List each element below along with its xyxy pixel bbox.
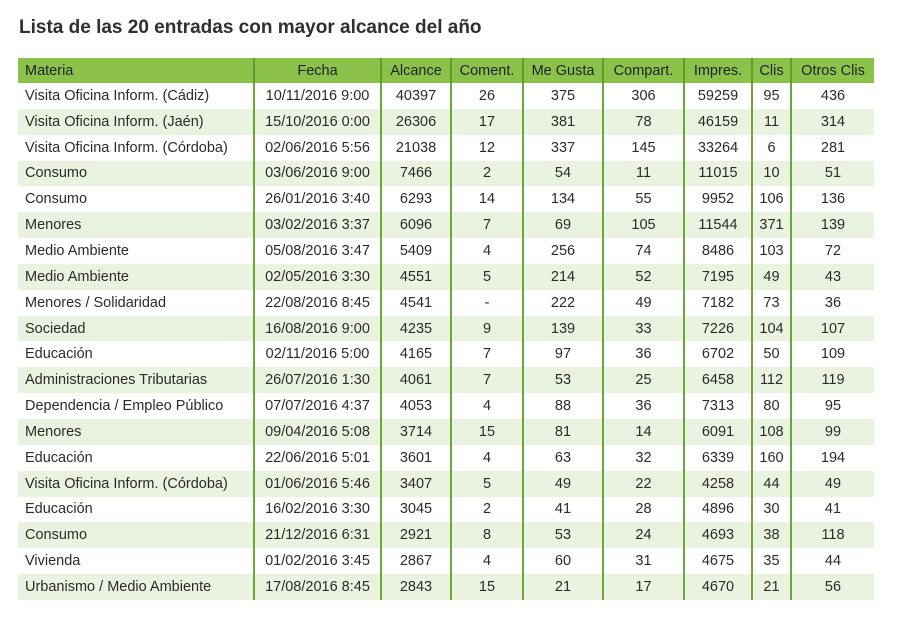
table-cell: 106 (753, 186, 792, 212)
table-cell: 41 (524, 497, 604, 523)
table-cell: 306 (604, 83, 685, 109)
table-cell: 6096 (382, 212, 452, 238)
table-cell: 30 (753, 497, 792, 523)
table-cell: 6 (753, 135, 792, 161)
table-cell: 11 (753, 109, 792, 135)
table-cell: 7182 (685, 290, 753, 316)
table-cell: 107 (792, 316, 874, 342)
table-cell: 50 (753, 341, 792, 367)
table-cell: 88 (524, 393, 604, 419)
column-header: Compart. (604, 58, 685, 83)
table-cell: 139 (792, 212, 874, 238)
table-row (18, 471, 874, 497)
table-cell: 8486 (685, 238, 753, 264)
table-cell: 43 (792, 264, 874, 290)
table-cell: 33 (604, 316, 685, 342)
table-cell: 4235 (382, 316, 452, 342)
table-cell: 46159 (685, 109, 753, 135)
table-cell: 7226 (685, 316, 753, 342)
table-cell: 2867 (382, 548, 452, 574)
entries-table (18, 58, 874, 600)
table-cell: 78 (604, 109, 685, 135)
table-cell: 41 (792, 497, 874, 523)
table-cell: 17 (604, 574, 685, 600)
table-cell: 109 (792, 341, 874, 367)
table-cell: 136 (792, 186, 874, 212)
table-row (18, 109, 874, 135)
table-cell: 24 (604, 522, 685, 548)
column-header: Me Gusta (524, 58, 604, 83)
table-cell: 31 (604, 548, 685, 574)
table-cell: 436 (792, 83, 874, 109)
table-cell: 32 (604, 445, 685, 471)
table-cell: 145 (604, 135, 685, 161)
table-cell: 95 (753, 83, 792, 109)
table-cell: 12 (452, 135, 524, 161)
table-cell: 5409 (382, 238, 452, 264)
table-cell: 38 (753, 522, 792, 548)
table-row (18, 238, 874, 264)
table-cell: 26/07/2016 1:30 (255, 367, 382, 393)
table-cell: 9 (452, 316, 524, 342)
table-cell: 8 (452, 522, 524, 548)
table-cell: 26 (452, 83, 524, 109)
table-cell: 36 (604, 341, 685, 367)
table-cell: 02/06/2016 5:56 (255, 135, 382, 161)
table-cell: 4165 (382, 341, 452, 367)
table-cell: 214 (524, 264, 604, 290)
table-cell: Visita Oficina Inform. (Cádiz) (18, 83, 255, 109)
column-header: Clis (753, 58, 792, 83)
table-row (18, 367, 874, 393)
table-cell: Consumo (18, 186, 255, 212)
table-cell: 5 (452, 264, 524, 290)
table-cell: 2 (452, 161, 524, 187)
table-cell: 10 (753, 161, 792, 187)
table-row (18, 290, 874, 316)
table-cell: 11544 (685, 212, 753, 238)
table-cell: 36 (792, 290, 874, 316)
table-cell: 03/02/2016 3:37 (255, 212, 382, 238)
table-cell: 53 (524, 522, 604, 548)
table-cell: 4 (452, 445, 524, 471)
table-cell: 6458 (685, 367, 753, 393)
table-cell: 4053 (382, 393, 452, 419)
table-cell: 14 (452, 186, 524, 212)
column-header: Otros Clis (792, 58, 874, 83)
table-cell: 9952 (685, 186, 753, 212)
table-cell: 4258 (685, 471, 753, 497)
table-cell: Consumo (18, 522, 255, 548)
table-cell: 53 (524, 367, 604, 393)
table-cell: 3407 (382, 471, 452, 497)
table-cell: Medio Ambiente (18, 264, 255, 290)
table-row (18, 212, 874, 238)
table-cell: 119 (792, 367, 874, 393)
table-row (18, 419, 874, 445)
table-cell: 4 (452, 393, 524, 419)
table-row (18, 135, 874, 161)
table-cell: 4675 (685, 548, 753, 574)
table-cell: 02/11/2016 5:00 (255, 341, 382, 367)
table-cell: 104 (753, 316, 792, 342)
table-cell: 36 (604, 393, 685, 419)
table-cell: 3601 (382, 445, 452, 471)
table-cell: 371 (753, 212, 792, 238)
table-cell: 56 (792, 574, 874, 600)
table-cell: 15 (452, 419, 524, 445)
table-cell: 69 (524, 212, 604, 238)
table-cell: 4541 (382, 290, 452, 316)
table-cell: 11015 (685, 161, 753, 187)
table-row (18, 497, 874, 523)
table-cell: 2921 (382, 522, 452, 548)
table-row (18, 316, 874, 342)
table-cell: 194 (792, 445, 874, 471)
table-cell: 139 (524, 316, 604, 342)
table-cell: 99 (792, 419, 874, 445)
table-cell: - (452, 290, 524, 316)
table-cell: 2843 (382, 574, 452, 600)
column-header: Coment. (452, 58, 524, 83)
table-cell: 01/02/2016 3:45 (255, 548, 382, 574)
table-cell: 49 (753, 264, 792, 290)
table-cell: 17 (452, 109, 524, 135)
table-row (18, 574, 874, 600)
table-cell: 44 (753, 471, 792, 497)
table-cell: 7195 (685, 264, 753, 290)
table-cell: Menores / Solidaridad (18, 290, 255, 316)
table-cell: 22/08/2016 8:45 (255, 290, 382, 316)
table-cell: 108 (753, 419, 792, 445)
table-cell: 6339 (685, 445, 753, 471)
table-cell: 2 (452, 497, 524, 523)
table-cell: Educación (18, 445, 255, 471)
table-cell: 21/12/2016 6:31 (255, 522, 382, 548)
table-cell: 7466 (382, 161, 452, 187)
table-cell: 72 (792, 238, 874, 264)
table-cell: Medio Ambiente (18, 238, 255, 264)
table-cell: 10/11/2016 9:00 (255, 83, 382, 109)
table-cell: 14 (604, 419, 685, 445)
table-cell: 4896 (685, 497, 753, 523)
table-cell: 49 (792, 471, 874, 497)
table-cell: 375 (524, 83, 604, 109)
table-row (18, 393, 874, 419)
table-cell: 6293 (382, 186, 452, 212)
table-row (18, 341, 874, 367)
table-cell: 7 (452, 367, 524, 393)
table-cell: 73 (753, 290, 792, 316)
table-cell: Dependencia / Empleo Público (18, 393, 255, 419)
table-cell: 3714 (382, 419, 452, 445)
table-cell: 105 (604, 212, 685, 238)
table-cell: 381 (524, 109, 604, 135)
table-cell: 7313 (685, 393, 753, 419)
table-cell: 80 (753, 393, 792, 419)
table-cell: 26306 (382, 109, 452, 135)
table-cell: 16/02/2016 3:30 (255, 497, 382, 523)
table-cell: 6702 (685, 341, 753, 367)
column-header: Impres. (685, 58, 753, 83)
table-cell: 59259 (685, 83, 753, 109)
table-cell: 21 (753, 574, 792, 600)
table-cell: Educación (18, 497, 255, 523)
table-cell: 01/06/2016 5:46 (255, 471, 382, 497)
table-cell: 7 (452, 212, 524, 238)
table-cell: 7 (452, 341, 524, 367)
table-cell: 16/08/2016 9:00 (255, 316, 382, 342)
table-cell: 63 (524, 445, 604, 471)
column-header: Materia (18, 58, 255, 83)
table-row (18, 445, 874, 471)
table-cell: Visita Oficina Inform. (Córdoba) (18, 471, 255, 497)
table-cell: 44 (792, 548, 874, 574)
table-cell: Visita Oficina Inform. (Jaén) (18, 109, 255, 135)
table-cell: 95 (792, 393, 874, 419)
table-row (18, 83, 874, 109)
table-cell: Visita Oficina Inform. (Córdoba) (18, 135, 255, 161)
table-cell: 09/04/2016 5:08 (255, 419, 382, 445)
table-cell: 40397 (382, 83, 452, 109)
page-title: Lista de las 20 entradas con mayor alcance del año (19, 17, 482, 38)
table-cell: Menores (18, 419, 255, 445)
table-cell: 4 (452, 238, 524, 264)
table-cell: 256 (524, 238, 604, 264)
table-cell: 49 (524, 471, 604, 497)
table-cell: 134 (524, 186, 604, 212)
table-body (18, 83, 874, 600)
table-cell: 02/05/2016 3:30 (255, 264, 382, 290)
table-row (18, 264, 874, 290)
table-cell: 21 (524, 574, 604, 600)
table-cell: 28 (604, 497, 685, 523)
table-cell: 54 (524, 161, 604, 187)
table-cell: 112 (753, 367, 792, 393)
table-cell: 22/06/2016 5:01 (255, 445, 382, 471)
table-cell: 222 (524, 290, 604, 316)
table-cell: 03/06/2016 9:00 (255, 161, 382, 187)
table-header-row (18, 58, 874, 83)
table-cell: 281 (792, 135, 874, 161)
table-cell: 55 (604, 186, 685, 212)
table-cell: Vivienda (18, 548, 255, 574)
table-cell: 11 (604, 161, 685, 187)
table-cell: 51 (792, 161, 874, 187)
table-cell: 15 (452, 574, 524, 600)
table-cell: 97 (524, 341, 604, 367)
table-cell: Consumo (18, 161, 255, 187)
table-cell: 118 (792, 522, 874, 548)
table-cell: 49 (604, 290, 685, 316)
table-row (18, 186, 874, 212)
table-cell: Sociedad (18, 316, 255, 342)
table-cell: Administraciones Tributarias (18, 367, 255, 393)
table-cell: 103 (753, 238, 792, 264)
table-cell: 3045 (382, 497, 452, 523)
table-cell: 60 (524, 548, 604, 574)
table-cell: 314 (792, 109, 874, 135)
table-cell: 6091 (685, 419, 753, 445)
column-header: Alcance (382, 58, 452, 83)
table-cell: 07/07/2016 4:37 (255, 393, 382, 419)
table-cell: 22 (604, 471, 685, 497)
table-cell: 74 (604, 238, 685, 264)
table-cell: 17/08/2016 8:45 (255, 574, 382, 600)
table-cell: 81 (524, 419, 604, 445)
table-cell: Educación (18, 341, 255, 367)
table-cell: 4551 (382, 264, 452, 290)
column-header: Fecha (255, 58, 382, 83)
table-cell: Menores (18, 212, 255, 238)
table-cell: 33264 (685, 135, 753, 161)
table-cell: 15/10/2016 0:00 (255, 109, 382, 135)
table-cell: 4061 (382, 367, 452, 393)
table-cell: 5 (452, 471, 524, 497)
table-cell: 160 (753, 445, 792, 471)
table-cell: 21038 (382, 135, 452, 161)
table-cell: 26/01/2016 3:40 (255, 186, 382, 212)
table-row (18, 522, 874, 548)
table-cell: 35 (753, 548, 792, 574)
table-cell: 4670 (685, 574, 753, 600)
table-cell: 52 (604, 264, 685, 290)
table-cell: 4693 (685, 522, 753, 548)
table-cell: 05/08/2016 3:47 (255, 238, 382, 264)
table-cell: 25 (604, 367, 685, 393)
table-cell: 337 (524, 135, 604, 161)
table-row (18, 548, 874, 574)
table-row (18, 161, 874, 187)
table-cell: 4 (452, 548, 524, 574)
table-cell: Urbanismo / Medio Ambiente (18, 574, 255, 600)
